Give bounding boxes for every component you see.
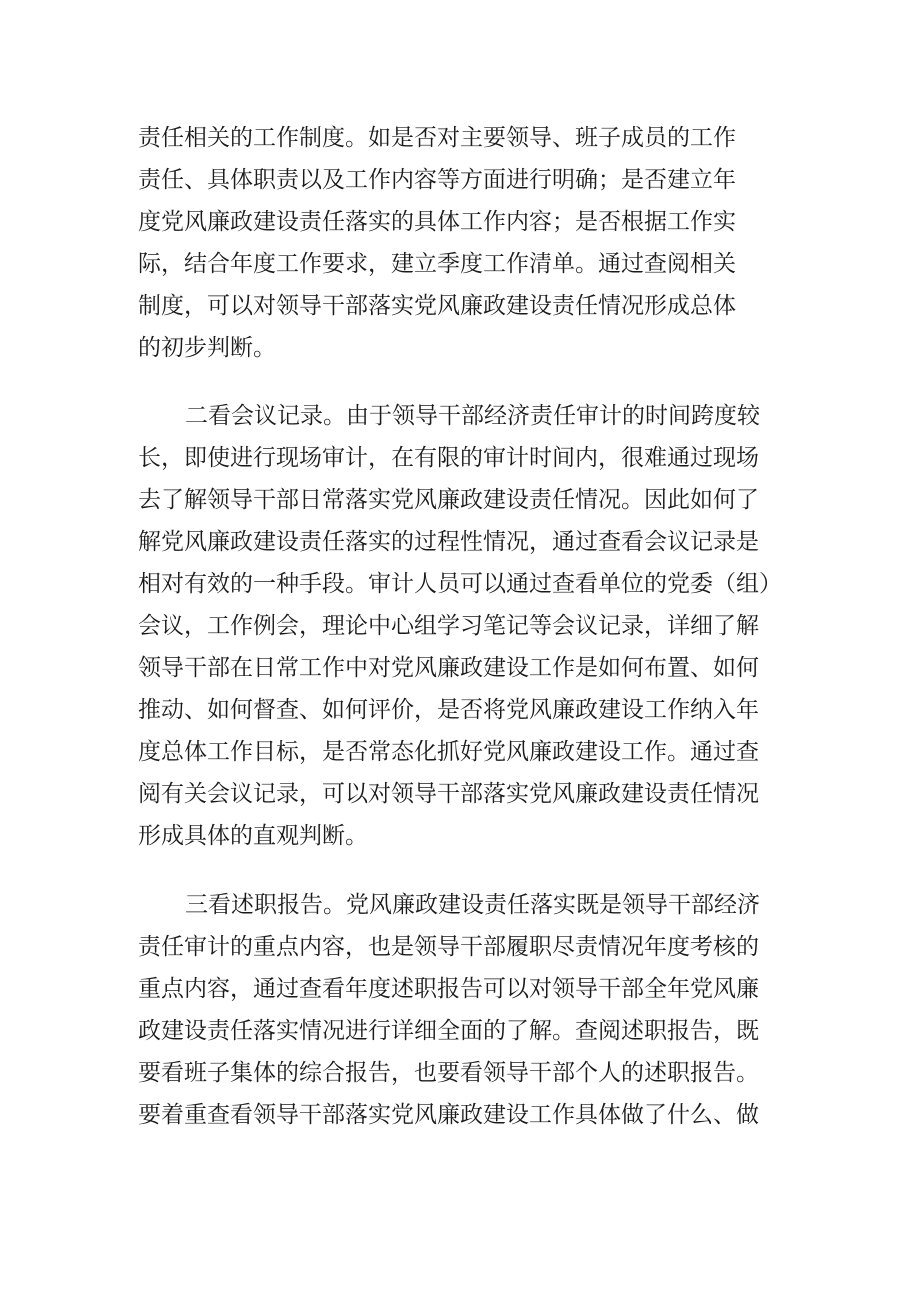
paragraph-line: 责任相关的工作制度。如是否对主要领导、班子成员的工作: [138, 125, 736, 151]
paragraph-line: 推动、如何督查、如何评价，是否将党风廉政建设工作纳入年: [138, 697, 759, 723]
paragraph-line: 责任审计的重点内容，也是领导干部履职尽责情况年度考核的: [138, 934, 759, 960]
paragraph-line: 三看述职报告。党风廉政建设责任落实既是领导干部经济: [185, 892, 760, 918]
paragraph-line: 制度，可以对领导干部落实党风廉政建设责任情况形成总体: [138, 293, 736, 319]
paragraph-line: 际，结合年度工作要求，建立季度工作清单。通过查阅相关: [138, 251, 736, 277]
paragraph-line: 要着重查看领导干部落实党风廉政建设工作具体做了什么、做: [138, 1102, 759, 1128]
paragraph-line: 长，即使进行现场审计，在有限的审计时间内，很难通过现场: [138, 445, 759, 471]
paragraph-line: 解党风廉政建设责任落实的过程性情况，通过查看会议记录是: [138, 529, 759, 555]
paragraph-line: 二看会议记录。由于领导干部经济责任审计的时间跨度较: [185, 403, 760, 429]
paragraph-line: 责任、具体职责以及工作内容等方面进行明确；是否建立年: [138, 167, 736, 193]
paragraph-line: 政建设责任落实情况进行详细全面的了解。查阅述职报告，既: [138, 1018, 759, 1044]
paragraph-line: 会议，工作例会，理论中心组学习笔记等会议记录，详细了解: [138, 613, 759, 639]
paragraph-line: 阅有关会议记录，可以对领导干部落实党风廉政建设责任情况: [138, 781, 759, 807]
paragraph-line: 形成具体的直观判断。: [138, 823, 368, 849]
paragraph-line: 度总体工作目标，是否常态化抓好党风廉政建设工作。通过查: [138, 739, 759, 765]
paragraph-line: 相对有效的一种手段。审计人员可以通过查看单位的党委（组）: [138, 571, 782, 597]
paragraph-line: 度党风廉政建设责任落实的具体工作内容；是否根据工作实: [138, 209, 736, 235]
paragraph-line: 去了解领导干部日常落实党风廉政建设责任情况。因此如何了: [138, 487, 759, 513]
paragraph-line: 要看班子集体的综合报告，也要看领导干部个人的述职报告。: [138, 1060, 759, 1086]
paragraph-line: 领导干部在日常工作中对党风廉政建设工作是如何布置、如何: [138, 655, 759, 681]
paragraph-line: 的初步判断。: [138, 335, 276, 361]
paragraph-line: 重点内容，通过查看年度述职报告可以对领导干部全年党风廉: [138, 976, 759, 1002]
